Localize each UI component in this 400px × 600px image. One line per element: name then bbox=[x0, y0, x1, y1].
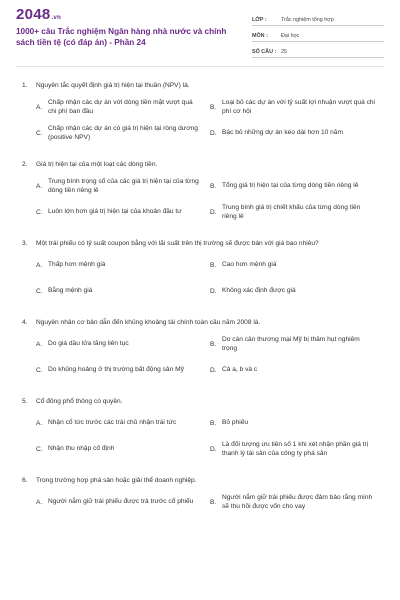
option-b[interactable] bbox=[210, 254, 384, 276]
answer-options bbox=[16, 175, 384, 227]
option-letter: B. bbox=[210, 498, 217, 506]
question-stem bbox=[16, 160, 384, 169]
question-text: Nguyên nhân cơ bản dẫn đến khủng khoảng tài chính toàn cầu năm 2008 là. bbox=[36, 319, 261, 326]
option-letter: A. bbox=[36, 182, 43, 190]
option-c[interactable] bbox=[36, 122, 210, 144]
option-text: Do giá dầu lửa tăng liên tục bbox=[48, 340, 129, 348]
option-text: Người nắm giữ trái phiếu được trả trước cổ phiếu bbox=[48, 498, 194, 506]
option-d[interactable] bbox=[210, 122, 384, 144]
option-letter: B. bbox=[210, 103, 217, 111]
option-a[interactable] bbox=[36, 175, 210, 197]
question-5 bbox=[16, 397, 384, 464]
question-1 bbox=[16, 81, 384, 148]
option-letter: A. bbox=[36, 498, 43, 506]
option-b[interactable] bbox=[210, 333, 384, 355]
question-number: 5. bbox=[22, 398, 28, 405]
option-letter: B. bbox=[210, 419, 217, 427]
option-text: Tổng giá trị hiện tại của từng dòng tiền riêng lẻ bbox=[222, 182, 359, 190]
option-c[interactable] bbox=[36, 438, 210, 460]
option-letter: C. bbox=[36, 445, 43, 453]
option-text: Do cán cân thương mại Mỹ bị thâm hụt nghiêm trọng bbox=[222, 335, 360, 352]
logo-text: 2048 bbox=[16, 6, 51, 23]
option-c[interactable] bbox=[36, 280, 210, 302]
meta-row-class bbox=[252, 12, 384, 26]
option-text: Bác bỏ những dự án kéo dài hơn 10 năm bbox=[222, 129, 343, 137]
meta-value: Trắc nghiệm tổng hợp bbox=[281, 17, 334, 23]
option-letter: D. bbox=[210, 445, 217, 453]
option-text: Bằng mệnh giá bbox=[48, 287, 93, 295]
option-b[interactable] bbox=[210, 175, 384, 197]
question-text: Cổ đông phổ thông có quyền. bbox=[36, 398, 123, 405]
option-letter: D. bbox=[210, 208, 217, 216]
question-stem bbox=[16, 81, 384, 90]
option-letter: C. bbox=[36, 366, 43, 374]
question-3 bbox=[16, 239, 384, 306]
question-text: Giá trị hiện tại của một loạt các dòng tiền. bbox=[36, 161, 158, 168]
option-d[interactable] bbox=[210, 359, 384, 381]
question-stem bbox=[16, 239, 384, 248]
option-b[interactable] bbox=[210, 491, 384, 513]
option-letter: B. bbox=[210, 261, 217, 269]
option-text: Bỏ phiếu bbox=[222, 419, 249, 427]
option-letter: B. bbox=[210, 340, 217, 348]
meta-row-subject bbox=[252, 28, 384, 42]
question-number: 3. bbox=[22, 240, 28, 247]
option-a[interactable] bbox=[36, 491, 210, 513]
option-a[interactable] bbox=[36, 96, 210, 118]
question-stem bbox=[16, 397, 384, 406]
meta-label: SỐ CÂU : bbox=[252, 49, 277, 55]
question-2 bbox=[16, 160, 384, 227]
meta-label: MÔN : bbox=[252, 33, 268, 39]
meta-label: LỚP : bbox=[252, 17, 267, 23]
question-6 bbox=[16, 476, 384, 517]
option-text: Nhận cổ tức trước các trái chủ nhận trái tức bbox=[48, 419, 177, 427]
option-text: Cả a, b và c bbox=[222, 366, 258, 374]
question-number: 1. bbox=[22, 82, 28, 89]
option-c[interactable] bbox=[36, 359, 210, 381]
answer-options bbox=[16, 491, 384, 517]
option-text: Trung bình trọng số của các giá trị hiện tại của từng dòng tiền riêng lẻ bbox=[48, 177, 199, 194]
option-d[interactable] bbox=[210, 201, 384, 223]
option-a[interactable] bbox=[36, 412, 210, 434]
option-text: Chấp nhận các dự án với dòng tiền mặt vượt quá chi phí ban đầu bbox=[48, 98, 193, 115]
page-header bbox=[0, 0, 400, 64]
meta-row-count bbox=[252, 44, 384, 58]
question-text: Nguyên tắc quyết định giá trị hiện tại thuần (NPV) là. bbox=[36, 82, 190, 89]
option-letter: D. bbox=[210, 129, 217, 137]
option-c[interactable] bbox=[36, 201, 210, 223]
option-text: Người nắm giữ trái phiếu được đảm bảo rằng mình sẽ thu hồi được vốn cho vay bbox=[222, 493, 373, 510]
option-letter: B. bbox=[210, 182, 217, 190]
document-meta bbox=[252, 12, 384, 60]
question-list bbox=[0, 67, 400, 517]
option-a[interactable] bbox=[36, 254, 210, 276]
option-letter: C. bbox=[36, 287, 43, 295]
option-letter: D. bbox=[210, 287, 217, 295]
question-stem bbox=[16, 318, 384, 327]
option-text: Chấp nhận các dự án có giá trị hiện tại ròng dương (positive NPV) bbox=[48, 124, 198, 141]
option-d[interactable] bbox=[210, 438, 384, 460]
option-text: Do khủng hoảng ở thị trường bất động sản Mỹ bbox=[48, 366, 184, 374]
meta-value: 25 bbox=[281, 49, 287, 55]
option-text: Nhận thu nhập cố định bbox=[48, 445, 115, 453]
option-letter: A. bbox=[36, 419, 43, 427]
question-text: Trong trường hợp phá sản hoặc giải thể doanh nghiệp. bbox=[36, 477, 197, 484]
answer-options bbox=[16, 412, 384, 464]
option-letter: A. bbox=[36, 103, 43, 111]
logo-tld: .vn bbox=[51, 15, 62, 21]
option-text: Luôn lớn hơn giá trị hiện tại của khoản đầu tư bbox=[48, 208, 182, 216]
option-text: Trung bình giá trị chiết khấu của từng dòng tiền riêng lẻ bbox=[222, 203, 361, 220]
option-b[interactable] bbox=[210, 412, 384, 434]
option-letter: D. bbox=[210, 366, 217, 374]
answer-options bbox=[16, 96, 384, 148]
question-number: 2. bbox=[22, 161, 28, 168]
question-text: Một trái phiếu có tỷ suất coupon bằng với lãi suất trên thị trường sẽ được bán với giá bao nhiêu? bbox=[36, 240, 319, 247]
question-number: 6. bbox=[22, 477, 28, 484]
document-title: 1000+ câu Trắc nghiệm Ngân hàng nhà nước và chính sách tiền tệ (có đáp án) - Phần 24 bbox=[16, 27, 227, 47]
question-stem bbox=[16, 476, 384, 485]
option-d[interactable] bbox=[210, 280, 384, 302]
option-text: Là đối tượng ưu tiên số 1 khi xét nhận phần giá trị thanh lý tài sản của công ty phá sản bbox=[222, 440, 369, 457]
answer-options bbox=[16, 333, 384, 385]
answer-options bbox=[16, 254, 384, 306]
option-b[interactable] bbox=[210, 96, 384, 118]
option-letter: A. bbox=[36, 340, 43, 348]
meta-value: Đại học bbox=[281, 33, 300, 39]
option-text: Cao hơn mệnh giá bbox=[222, 261, 277, 269]
option-text: Loại bỏ các dự án với tỷ suất lợi nhuận vượt quá chi phí cơ hội bbox=[222, 98, 376, 115]
option-letter: A. bbox=[36, 261, 43, 269]
option-letter: C. bbox=[36, 129, 43, 137]
option-letter: C. bbox=[36, 208, 43, 216]
question-4 bbox=[16, 318, 384, 385]
option-a[interactable] bbox=[36, 333, 210, 355]
question-number: 4. bbox=[22, 319, 28, 326]
option-text: Không xác định được giá bbox=[222, 287, 296, 295]
option-text: Thấp hơn mệnh giá bbox=[48, 261, 106, 269]
